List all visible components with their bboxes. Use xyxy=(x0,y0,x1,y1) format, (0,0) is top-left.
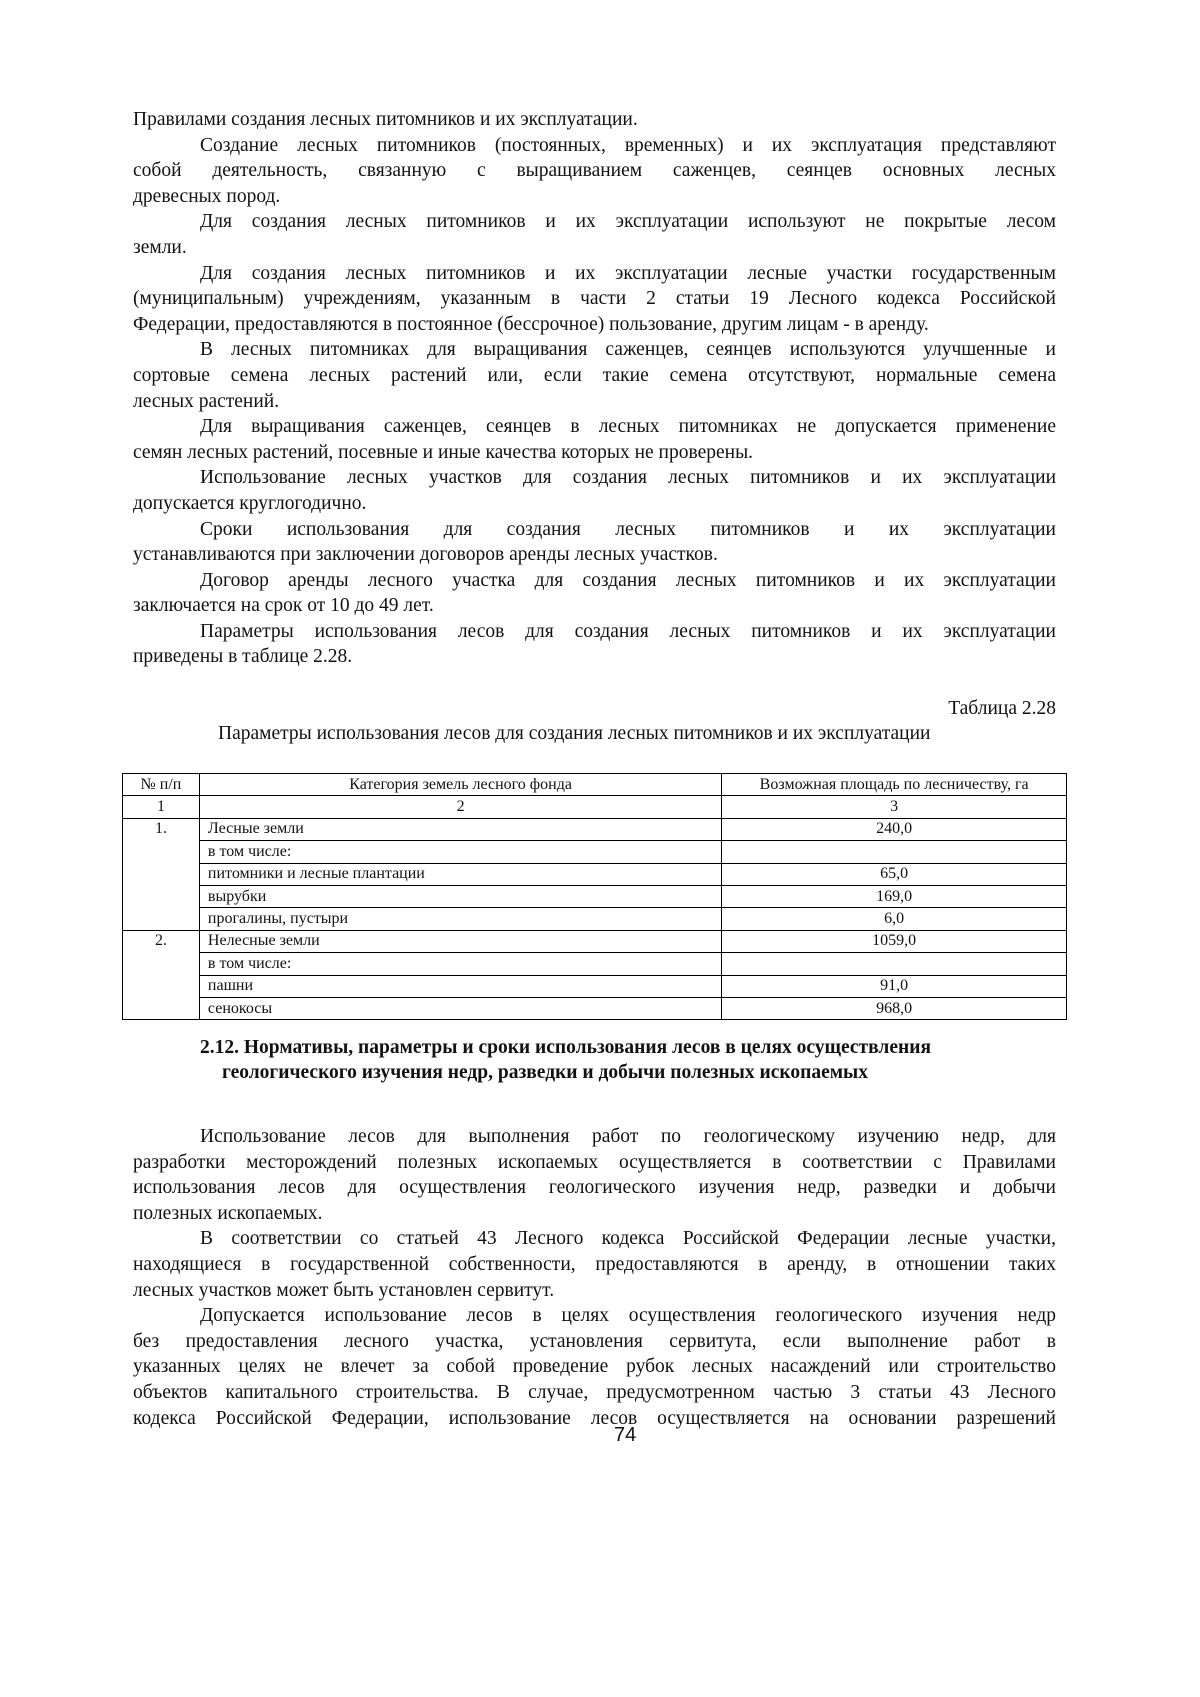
text-line: Использование лесных участков для создания лесных питомников и их эксплуатации xyxy=(200,467,1056,489)
text-line: полезных ископаемых. xyxy=(133,1202,323,1224)
text-line: земли. xyxy=(133,236,187,258)
text-line: В соответствии со статьей 43 Лесного кодекса Российской Федерации лесные участки, xyxy=(200,1228,1056,1250)
text-line: В лесных питомниках для выращивания саженцев, сеянцев используются улучшенные и xyxy=(200,339,1056,361)
area-cell xyxy=(722,953,1067,975)
table-row xyxy=(123,975,1067,997)
paragraph xyxy=(133,107,1056,133)
table-label: Таблица 2.28 xyxy=(948,698,1056,719)
table-row xyxy=(123,953,1067,975)
area-cell: 1059,0 xyxy=(722,930,1067,952)
text-line: Создание лесных питомников (постоянных, временных) и их эксплуатация представляют xyxy=(200,134,1056,156)
text-line: Использование лесов для выполнения работ по геологическому изучению недр, для xyxy=(200,1126,1056,1147)
text-line: сортовые семена лесных растений или, если такие семена отсутствуют, нормальные семена xyxy=(133,364,1056,386)
text-line: устанавливаются при заключении договоров аренды лесных участков. xyxy=(133,544,718,566)
category-cell: Лесные земли xyxy=(199,818,721,840)
paragraph xyxy=(133,568,1056,619)
text-line: Для создания лесных питомников и их эксплуатации лесные участки государственным xyxy=(200,262,1056,284)
section-text xyxy=(133,1124,1056,1431)
text-line: без предоставления лесного участка, установления сервитута, если выполнение работ в xyxy=(133,1330,1056,1352)
text-line: Договор аренды лесного участка для создания лесных питомников и их эксплуатации xyxy=(200,569,1056,591)
paragraph xyxy=(133,517,1056,568)
text-line: указанных целях не влечет за собой проведение рубок лесных насаждений или строительство xyxy=(133,1356,1056,1378)
column-number-cell: 3 xyxy=(722,796,1067,818)
text-line: собой деятельность, связанную с выращиванием саженцев, сеянцев основных лесных xyxy=(133,160,1056,182)
text-line: Параметры использования лесов для создания лесных питомников и их эксплуатации xyxy=(200,620,1056,642)
parameters-table xyxy=(122,773,1067,1020)
category-cell: прогалины, пустыри xyxy=(199,908,721,930)
paragraph xyxy=(133,465,1056,516)
paragraph xyxy=(133,133,1056,210)
category-cell: в том числе: xyxy=(199,841,721,863)
column-number-cell: 2 xyxy=(199,796,721,818)
category-cell: вырубки xyxy=(199,885,721,907)
category-cell: питомники и лесные плантации xyxy=(199,863,721,885)
text-line: семян лесных растений, посевные и иные качества которых не проверены. xyxy=(133,441,754,463)
text-line: кодекса Российской Федерации, использование лесов осуществляется на основании разрешений xyxy=(133,1407,1056,1429)
text-line: Допускается использование лесов в целях осуществления геологического изучения недр xyxy=(200,1305,1056,1327)
header-cell: Возможная площадь по лесничеству, га xyxy=(722,774,1067,796)
table-row xyxy=(123,885,1067,907)
table-row xyxy=(123,908,1067,930)
text-line: Сроки использования для создания лесных питомников и их эксплуатации xyxy=(200,518,1056,540)
header-cell: Категория земель лесного фонда xyxy=(199,774,721,796)
category-cell: Нелесные земли xyxy=(199,930,721,952)
text-line: древесных пород. xyxy=(133,185,281,207)
text-line: заключается на срок от 10 до 49 лет. xyxy=(133,595,434,617)
column-number-row xyxy=(123,796,1067,818)
table-title: Параметры использования лесов для создания лесных питомников и их эксплуатации xyxy=(218,723,931,744)
category-cell: пашни xyxy=(199,975,721,997)
table-row xyxy=(123,841,1067,863)
paragraph xyxy=(133,414,1056,465)
area-cell: 91,0 xyxy=(722,975,1067,997)
row-number-cell: 1. xyxy=(123,818,200,930)
text-line: лесных растений. xyxy=(133,390,280,412)
text-line: находящиеся в государственной собственности, предоставляются в аренду, в отношении таких xyxy=(133,1253,1056,1275)
table-row xyxy=(123,930,1067,952)
area-cell xyxy=(722,841,1067,863)
text-line: лесных участков может быть установлен сервитут. xyxy=(133,1279,555,1301)
text-line: приведены в таблице 2.28. xyxy=(133,646,353,668)
column-number-cell: 1 xyxy=(123,796,200,818)
text-line: объектов капитального строительства. В случае, предусмотренном частью 3 статьи 43 Лесного xyxy=(133,1381,1056,1403)
header-cell: № п/п xyxy=(123,774,200,796)
table-row xyxy=(123,818,1067,840)
category-cell: в том числе: xyxy=(199,953,721,975)
area-cell: 6,0 xyxy=(722,908,1067,930)
text-line: использования лесов для осуществления геологического изучения недр, разведки и добычи xyxy=(133,1177,1056,1199)
text-line: Для выращивания саженцев, сеянцев в лесных питомниках не допускается применение xyxy=(200,416,1056,438)
section-heading: 2.12. Нормативы, параметры и сроки использования лесов в целях осуществления xyxy=(200,1037,932,1058)
paragraph xyxy=(133,1124,1056,1226)
text-line: Федерации, предоставляются в постоянное (бессрочное) пользование, другим лицам - в аренду. xyxy=(133,313,929,335)
section-heading-line2: геологического изучения недр, разведки и добычи полезных ископаемых xyxy=(222,1062,868,1083)
paragraph xyxy=(133,261,1056,338)
text-line: разработки месторождений полезных ископаемых осуществляется в соответствии с Правилами xyxy=(133,1151,1056,1173)
area-cell: 65,0 xyxy=(722,863,1067,885)
table-row xyxy=(123,863,1067,885)
text-line: (муниципальным) учреждениям, указанным в части 2 статьи 19 Лесного кодекса Российской xyxy=(133,288,1056,310)
row-number-cell: 2. xyxy=(123,930,200,1020)
paragraph xyxy=(133,209,1056,260)
paragraph xyxy=(133,619,1056,670)
area-cell: 169,0 xyxy=(722,885,1067,907)
area-cell: 240,0 xyxy=(722,818,1067,840)
paragraph xyxy=(133,1226,1056,1303)
area-cell: 968,0 xyxy=(722,997,1067,1019)
category-cell: сенокосы xyxy=(199,997,721,1019)
text-line: Для создания лесных питомников и их эксплуатации используют не покрытые лесом xyxy=(200,211,1056,233)
text-line: допускается круглогодично. xyxy=(133,492,367,514)
table-header-row xyxy=(123,774,1067,796)
page-number: 74 xyxy=(614,1424,637,1446)
text-line: Правилами создания лесных питомников и их эксплуатации. xyxy=(133,109,638,130)
paragraph xyxy=(133,1303,1056,1431)
table-row xyxy=(123,997,1067,1019)
intro-text xyxy=(133,107,1056,670)
paragraph xyxy=(133,337,1056,414)
